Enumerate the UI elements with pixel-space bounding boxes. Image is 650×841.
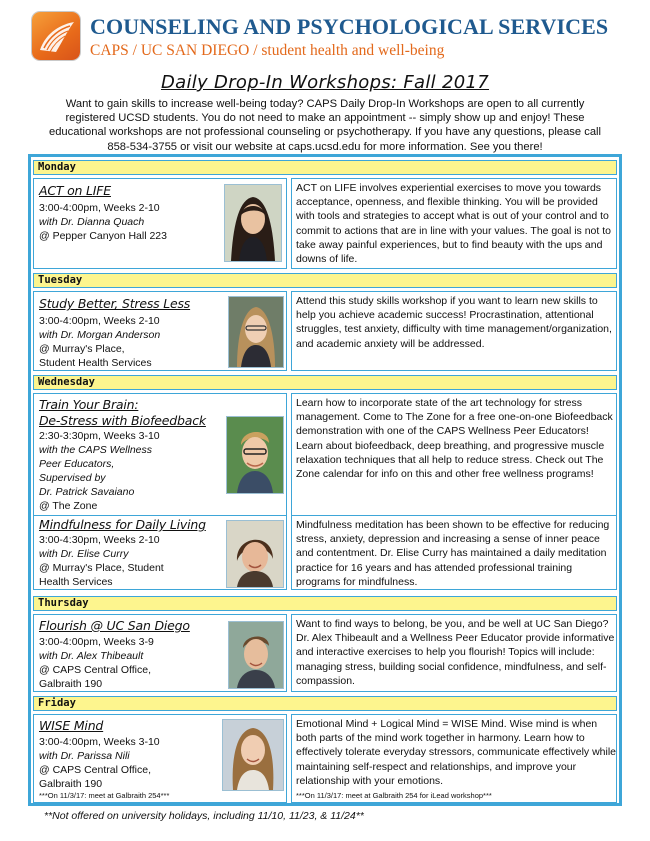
org-name: COUNSELING AND PSYCHOLOGICAL SERVICES [90,14,609,39]
workshop-location: @ CAPS Central Office, [39,764,152,776]
workshop-details [39,533,219,589]
workshop-description-cell [291,393,617,516]
workshop-host-line2: Peer Educators, [39,458,115,470]
workshop-row-mindfulness [33,515,617,590]
workshop-title: WISE Mind [39,718,104,733]
workshop-title: Mindfulness for Daily Living [39,517,206,532]
workshop-title: Flourish @ UC San Diego [39,618,190,633]
workshop-host: with Dr. Parissa Nili [39,750,130,762]
workshop-time: 3:00-4:00pm, Weeks 2-10 [39,202,160,214]
workshop-description: Emotional Mind + Logical Mind = WISE Mind. Wise mind is when both parts of the mind work together in harmony. Learn how to effectively tolerate everyday stressors, communicate effectively while maintaining self-respect and relationships, and improve your relationship with your emotions. [296,718,616,787]
workshop-time: 3:00-4:00pm, Weeks 2-10 [39,315,160,327]
presenter-photo [224,184,282,262]
day-header-friday: Friday [33,696,617,711]
workshop-title-line2: De-Stress with Biofeedback [39,413,206,428]
workshop-host: with Dr. Elise Curry [39,548,129,560]
workshop-description: Want to find ways to belong, be you, and be well at UC San Diego? Dr. Alex Thibeault and a Wellness Peer Educator provide informative and interactive exercises to help you flourish! Topics will include: managing stress, building social confidence, mindfulness, and self-compassion. [296,618,615,687]
workshop-row-brain [33,393,617,516]
workshop-details [39,429,219,513]
caps-logo [32,12,80,60]
workshop-description-cell [291,614,617,692]
workshop-location: @ Murray's Place, [39,343,125,355]
workshop-title: Train Your Brain: [39,397,139,412]
day-header-monday: Monday [33,160,617,175]
workshop-title: ACT on LIFE [39,183,111,198]
workshop-info-cell [33,178,287,269]
workshop-time: 3:00-4:30pm, Weeks 2-10 [39,534,160,546]
day-header-tuesday: Tuesday [33,273,617,288]
header [32,10,632,66]
workshop-host-line4: Dr. Patrick Savaiano [39,486,135,498]
workshop-description: Learn how to incorporate state of the art technology for stress management. Come to The Zone for a free one-on-one Biofeedback demonstration with one of the CAPS Wellness Peer Educators! Learn about biofeedback, deep breathing, and progressive muscle relaxation techniques that all help to reduce stress. Check out The Zone calendar for info on this and other free wellness programs! [296,397,613,481]
footer-note: **Not offered on university holidays, including 11/10, 11/23, & 11/24** [44,810,364,822]
workshop-host: with the CAPS Wellness [39,444,153,456]
workshop-host: with Dr. Morgan Anderson [39,329,161,341]
workshop-location-line2: Galbraith 190 [39,778,103,790]
presenter-photo [228,621,284,689]
workshop-location-line2: Student Health Services [39,357,152,369]
workshop-row-flourish [33,614,617,692]
workshop-row-study [33,291,617,371]
presenter-photo [226,416,284,494]
workshop-row-wise [33,714,617,803]
schedule-table [28,154,622,806]
workshop-host-line3: Supervised by [39,472,106,484]
workshop-title: Study Better, Stress Less [39,296,191,311]
presenter-photo [228,296,284,368]
page-title: Daily Drop-In Workshops: Fall 2017 [160,72,490,93]
workshop-details [39,735,219,791]
workshop-time: 3:00-4:00pm, Weeks 3-10 [39,736,160,748]
workshop-info-cell [33,515,287,590]
workshop-row-act [33,178,617,269]
workshop-description-cell [291,178,617,269]
workshop-location-line2: Galbraith 190 [39,678,103,690]
workshop-host: with Dr. Dianna Quach [39,216,145,228]
presenter-photo [222,719,284,791]
workshop-description-cell [291,291,617,371]
workshop-location: @ Murray's Place, Student [39,562,164,574]
workshop-host: with Dr. Alex Thibeault [39,650,144,662]
workshop-description: Mindfulness meditation has been shown to be effective for reducing stress, anxiety, depression and increasing a sense of inner peace and contentment. Dr. Elise Curry has maintained a daily meditation practice for 16 years and has attended professional training programs for mindfulness. [296,519,610,588]
workshop-time: 2:30-3:30pm, Weeks 3-10 [39,430,160,442]
org-subtitle: CAPS / UC SAN DIEGO / student health and well-being [90,42,445,59]
workshop-description-cell [291,515,617,590]
workshop-info-cell [33,614,287,692]
workshop-description-cell [291,714,617,803]
intro-text: Want to gain skills to increase well-being today? CAPS Daily Drop-In Workshops are open to all currently registered UCSD students. You do not need to make an appointment -- simply show up and enjoy! These educational workshops are not professional counseling or psychotherapy. If you have any questions, please call 858-534-3755 or visit our website at caps.ucsd.edu for more information. See you there! [48,98,602,153]
workshop-location-line2: Health Services [39,576,113,588]
presenter-photo [226,520,284,588]
workshop-location: @ The Zone [39,500,98,512]
workshop-info-cell [33,714,287,803]
workshop-details [39,314,219,370]
workshop-info-cell [33,291,287,371]
workshop-note: ***On 11/3/17: meet at Galbraith 254 for iLead workshop*** [296,791,492,800]
workshop-details [39,635,219,691]
workshop-description: ACT on LIFE involves experiential exercises to move you towards acceptance, openness, and flexible thinking. You will be provided with tools and strategies to accept what is out of your control and to commit to actions that are in line with your values. The goal is not to take away painful experiences, but to find beauty with the ups and downs of life. [296,182,611,266]
day-header-thursday: Thursday [33,596,617,611]
workshop-location: @ CAPS Central Office, [39,664,152,676]
workshop-note: ***On 11/3/17: meet at Galbraith 254*** [39,791,170,800]
workshop-time: 3:00-4:00pm, Weeks 3-9 [39,636,154,648]
day-header-wednesday: Wednesday [33,375,617,390]
workshop-description: Attend this study skills workshop if you want to learn new skills to help you achieve academic success! Procrastination, attentional struggles, test anxiety, difficulty with time management/organization, and academic anxiety will be addressed. [296,295,612,350]
workshop-location: @ Pepper Canyon Hall 223 [39,230,167,242]
workshop-info-cell [33,393,287,516]
workshop-details [39,201,219,243]
